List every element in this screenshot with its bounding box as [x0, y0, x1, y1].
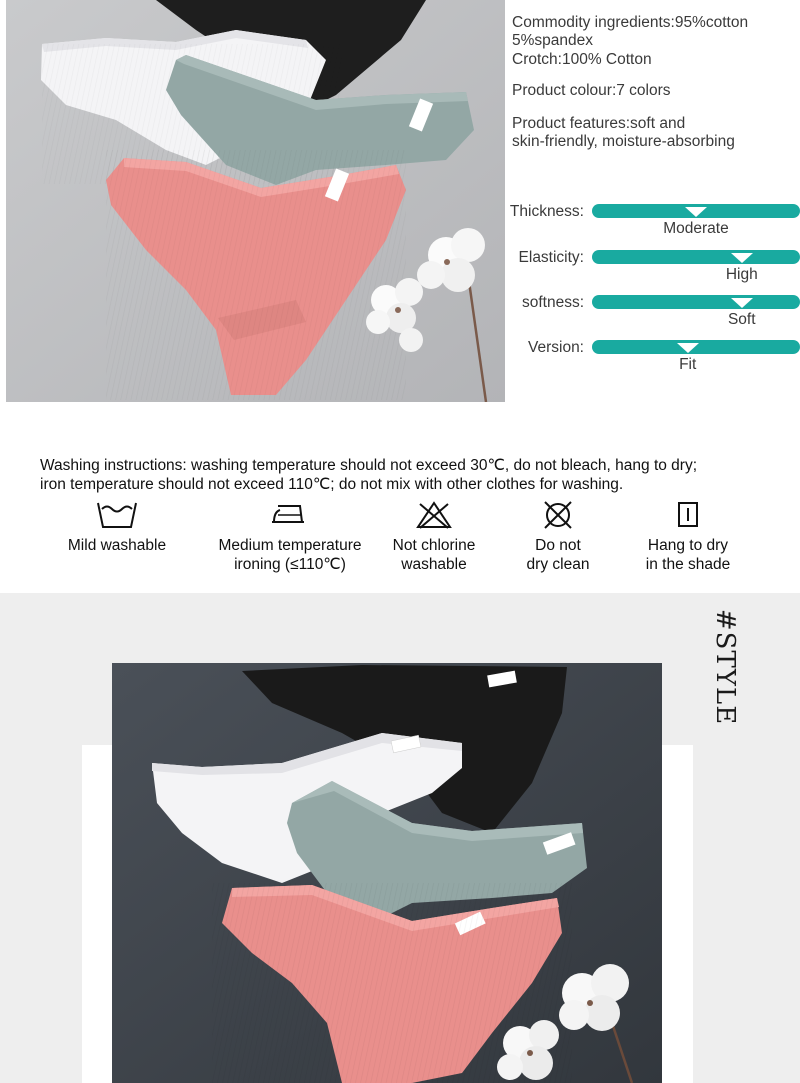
wash-tub-icon: [95, 500, 139, 530]
features-line-1: Product features:soft and: [512, 115, 686, 132]
hang-dry-shade-icon: [666, 500, 710, 530]
style-heading-text: #STYLE: [710, 608, 740, 726]
ingredients-line-1: Commodity ingredients:95%cotton: [512, 14, 749, 31]
rating-bar: [592, 295, 800, 309]
care-label-line-2: dry clean: [526, 556, 590, 573]
rating-marker: [731, 298, 753, 308]
care-label-line-1: Medium temperature: [218, 537, 362, 554]
care-label-line-1: Hang to dry: [647, 537, 729, 554]
product-photo-top: [6, 0, 505, 402]
rating-value: Soft: [727, 311, 756, 328]
rating-bar: [592, 204, 800, 218]
rating-value: High: [725, 266, 758, 283]
care-hang-dry-shade: [608, 500, 768, 574]
product-colour: Product colour:7 colors: [512, 82, 671, 99]
rating-bar: [592, 250, 800, 264]
rating-label: Elasticity:: [518, 249, 584, 266]
rating-label: Version:: [527, 339, 584, 356]
features-line-2: skin-friendly, moisture-absorbing: [512, 133, 735, 150]
washing-instructions-line-1: Washing instructions: washing temperature should not exceed 30℃, do not bleach, hang to dry;: [40, 457, 698, 474]
care-label-line-1: Do not: [535, 537, 581, 554]
product-photo-style: [112, 663, 662, 1083]
care-label-line-1: Not chlorine: [392, 537, 476, 554]
rating-bar: [592, 340, 800, 354]
ingredients-line-2: 5%spandex: [512, 32, 594, 49]
iron-icon: [268, 500, 312, 530]
care-label-line-2: ironing (≤110℃): [234, 556, 346, 573]
rating-value: Fit: [679, 356, 697, 373]
style-heading: [700, 608, 750, 726]
rating-value: Moderate: [663, 220, 729, 237]
rating-label: softness:: [521, 294, 584, 311]
no-bleach-icon: [412, 500, 456, 530]
care-label-line-2: washable: [401, 556, 467, 573]
crotch-material: Crotch:100% Cotton: [512, 51, 652, 68]
care-label-line-1: Mild washable: [67, 537, 167, 554]
care-label-line-2: in the shade: [645, 556, 731, 573]
care-mild-wash: [37, 500, 197, 555]
washing-instructions-line-2: iron temperature should not exceed 110℃; do not mix with other clothes for washing.: [40, 476, 624, 493]
no-dry-clean-icon: [536, 500, 580, 530]
rating-marker: [731, 253, 753, 263]
care-iron-medium: [210, 500, 370, 574]
rating-marker: [685, 207, 707, 217]
rating-marker: [677, 343, 699, 353]
rating-label: Thickness:: [509, 203, 584, 220]
